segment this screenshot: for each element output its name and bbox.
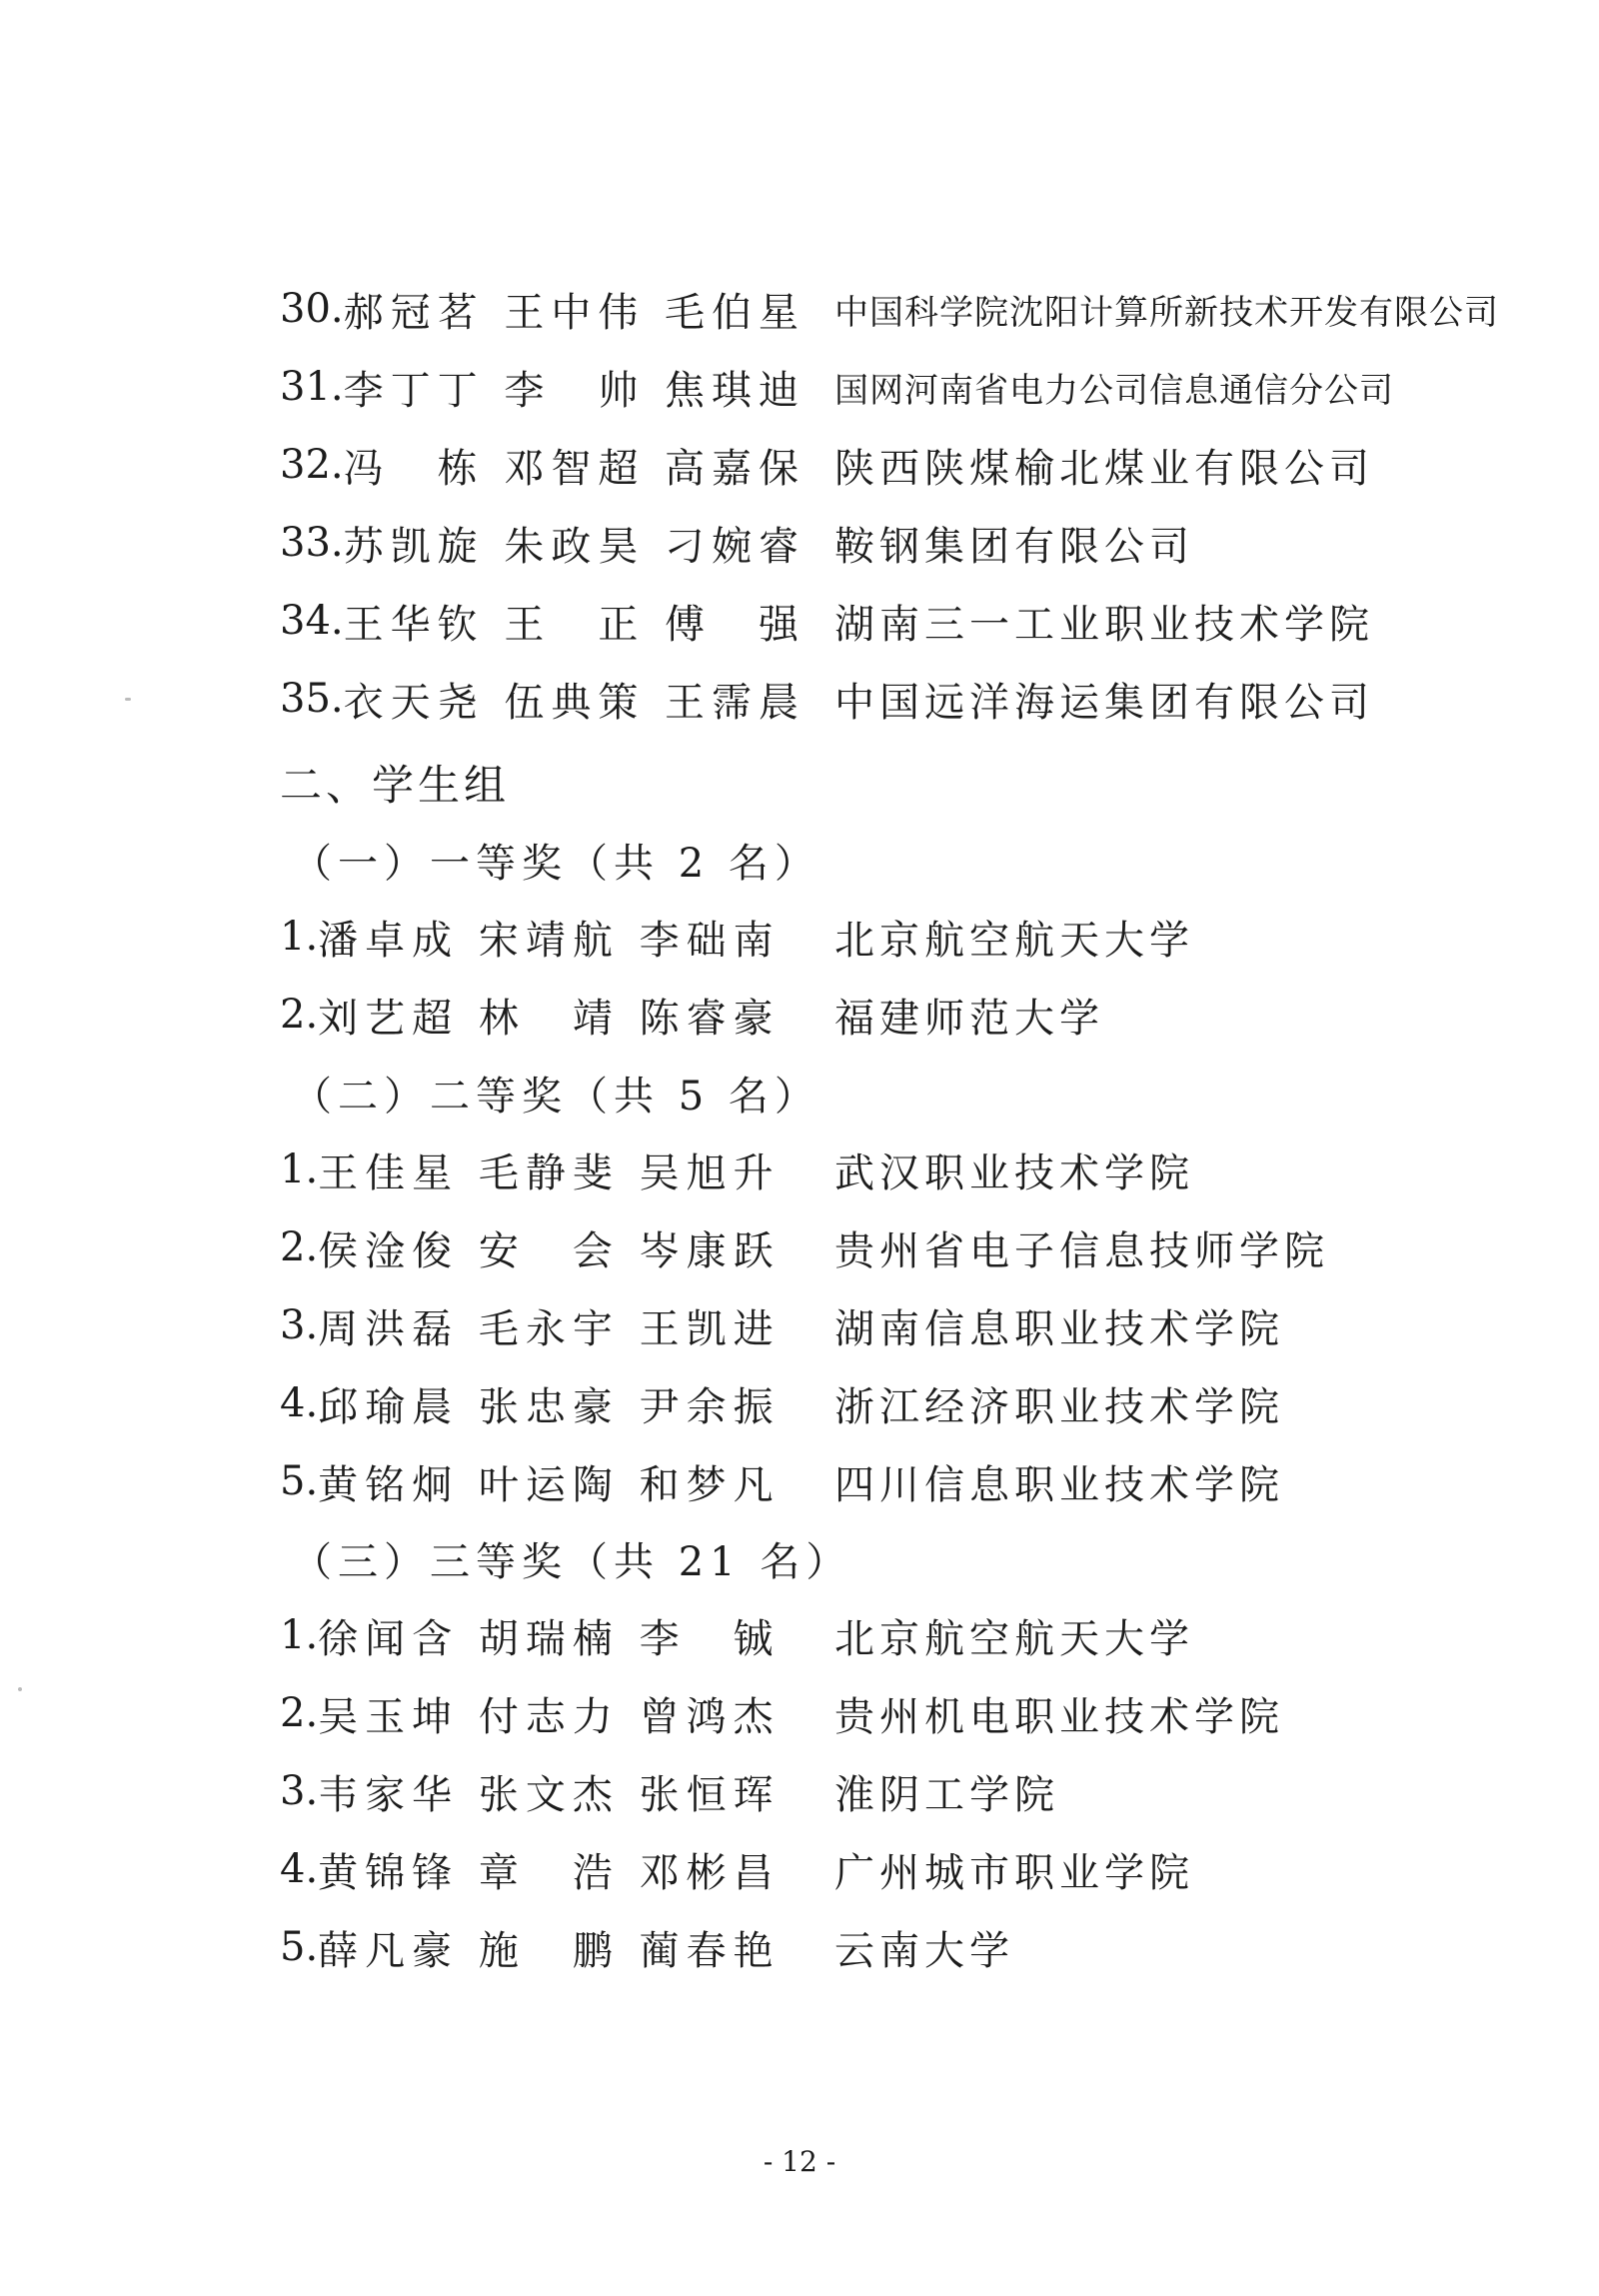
item-number: 4.: [280, 1380, 319, 1426]
organization: 云南大学: [834, 1927, 1014, 1974]
organization: 湖南三一工业职业技术学院: [834, 601, 1374, 648]
list-item: [280, 980, 1419, 1050]
item-number: 30.: [280, 286, 344, 332]
item-number: 33.: [280, 520, 344, 566]
list-item: [280, 274, 1499, 344]
team-members: 刘艺超 林 靖 陈睿豪: [318, 995, 781, 1042]
list-item: [280, 352, 1419, 422]
organization: 贵州省电子信息技师学院: [834, 1227, 1329, 1274]
list-item: [280, 1600, 1419, 1670]
organization: 北京航空航天大学: [834, 917, 1194, 964]
organization: 中国科学院沈阳计算所新技术开发有限公司: [834, 292, 1499, 333]
team-members: 苏凯旋 朱政昊 刁婉睿: [343, 523, 806, 570]
item-number: 35.: [280, 676, 344, 722]
organization: 贵州机电职业技术学院: [834, 1693, 1284, 1740]
list-item: [280, 1212, 1419, 1282]
team-members: 徐闻含 胡瑞楠 李 铖: [318, 1615, 781, 1662]
team-members: 衣天尧 伍典策 王霈晨: [343, 679, 806, 726]
organization: 陕西陕煤榆北煤业有限公司: [834, 445, 1374, 492]
list-item: [280, 508, 1419, 578]
item-number: 5.: [280, 1924, 319, 1970]
item-number: 34.: [280, 598, 344, 644]
team-members: 邱瑜晨 张忠豪 尹余振: [318, 1383, 781, 1430]
list-item: [280, 1290, 1419, 1360]
organization: 湖南信息职业技术学院: [834, 1305, 1284, 1352]
team-members: 吴玉坤 付志力 曾鸿杰: [318, 1693, 781, 1740]
item-number: 5.: [280, 1458, 319, 1504]
list-item: [280, 664, 1419, 734]
team-members: 冯 栋 邓智超 高嘉保: [343, 445, 806, 492]
item-number: 1.: [280, 1612, 319, 1658]
organization: 武汉职业技术学院: [834, 1149, 1194, 1196]
scan-speck: [125, 698, 131, 701]
page-number: - 12 -: [763, 2145, 836, 2178]
organization: 四川信息职业技术学院: [834, 1461, 1284, 1508]
team-members: 周洪磊 毛永宇 王凯进: [318, 1305, 781, 1352]
team-members: 侯淦俊 安 会 岑康跃: [318, 1227, 781, 1274]
organization: 广州城市职业学院: [834, 1849, 1194, 1896]
section-title: 二、学生组: [280, 761, 511, 810]
organization: 北京航空航天大学: [834, 1615, 1194, 1662]
item-number: 1.: [280, 914, 319, 960]
item-number: 4.: [280, 1846, 319, 1892]
list-item: [280, 1756, 1419, 1826]
list-item: [280, 430, 1419, 500]
team-members: 王佳星 毛静斐 吴旭升: [318, 1149, 781, 1196]
list-item: [280, 1135, 1419, 1204]
second-prize-title: （二）二等奖（共 5 名）: [292, 1073, 820, 1120]
scan-speck: [18, 1687, 22, 1691]
list-item: [280, 586, 1419, 656]
list-item: [280, 1912, 1419, 1982]
organization: 福建师范大学: [834, 995, 1104, 1042]
list-item: [280, 1446, 1419, 1516]
organization: 国网河南省电力公司信息通信分公司: [834, 370, 1394, 411]
organization: 鞍钢集团有限公司: [834, 523, 1194, 570]
list-item: [280, 1368, 1419, 1438]
third-prize-title: （三）三等奖（共 21 名）: [292, 1538, 852, 1585]
team-members: 黄铭炯 叶运陶 和梦凡: [318, 1461, 781, 1508]
list-item: [280, 902, 1419, 972]
item-number: 2.: [280, 1224, 319, 1270]
item-number: 32.: [280, 442, 344, 488]
item-number: 2.: [280, 992, 319, 1038]
team-members: 郝冠茗 王中伟 毛伯星: [343, 289, 806, 336]
item-number: 1.: [280, 1147, 319, 1192]
first-prize-title: （一）一等奖（共 2 名）: [292, 840, 820, 887]
team-members: 韦家华 张文杰 张恒珲: [318, 1771, 781, 1818]
list-item: [280, 1834, 1419, 1904]
item-number: 3.: [280, 1768, 319, 1814]
item-number: 31.: [280, 364, 344, 410]
item-number: 3.: [280, 1302, 319, 1348]
team-members: 李丁丁 李 帅 焦琪迪: [343, 367, 806, 414]
team-members: 薛凡豪 施 鹏 蔺春艳: [318, 1927, 781, 1974]
team-members: 潘卓成 宋靖航 李础南: [318, 917, 781, 964]
item-number: 2.: [280, 1690, 319, 1736]
list-item: [280, 1678, 1419, 1748]
organization: 浙江经济职业技术学院: [834, 1383, 1284, 1430]
organization: 中国远洋海运集团有限公司: [834, 679, 1374, 726]
team-members: 黄锦锋 章 浩 邓彬昌: [318, 1849, 781, 1896]
organization: 淮阴工学院: [834, 1771, 1059, 1818]
team-members: 王华钦 王 正 傅 强: [343, 601, 806, 648]
